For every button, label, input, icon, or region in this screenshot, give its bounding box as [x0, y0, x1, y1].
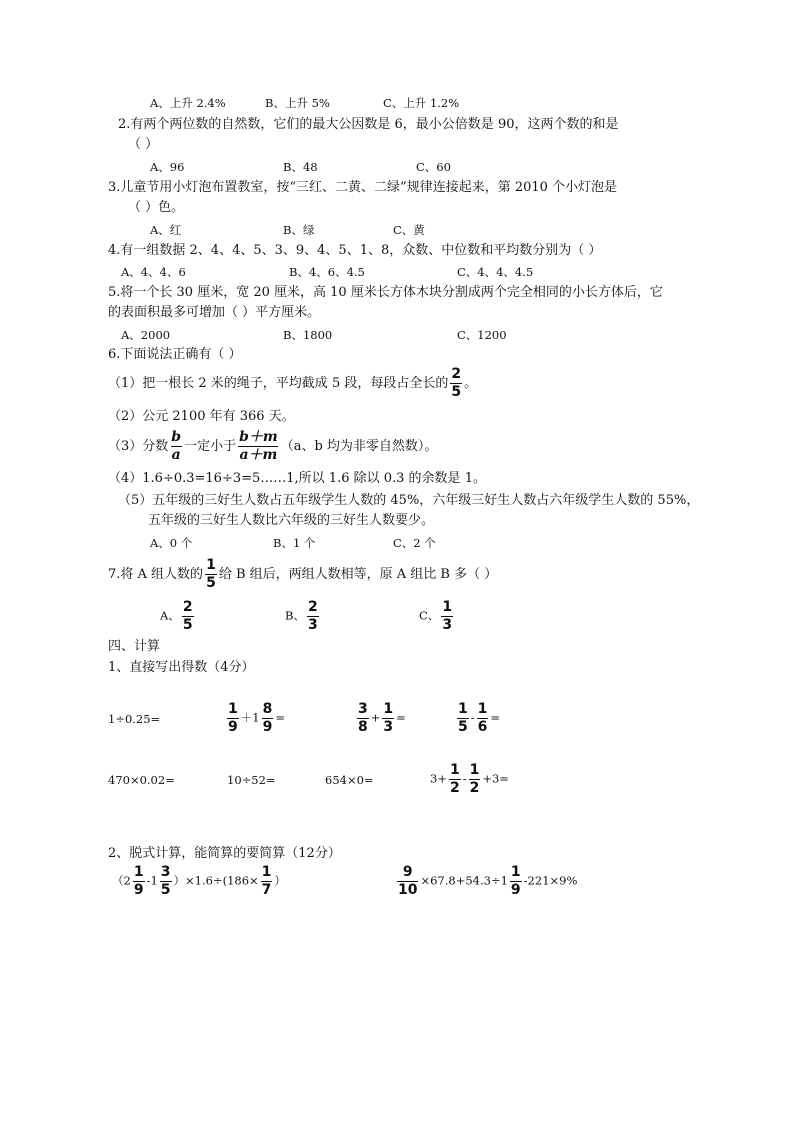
q6-option-b: B、1 个 [273, 536, 316, 550]
fraction-b-over-a: $\frac{b}{a}$ [171, 429, 182, 463]
q5-stem-2: 的表面积最多可增加（ ）平方厘米。 [108, 305, 321, 320]
compound-calc-2: $\frac{9}{10}$ ×67.8+54.3÷1 $\frac{1}{9}$ -221×9% [398, 864, 578, 898]
q4-option-c: C、4、4、4.5 [457, 265, 534, 279]
q3-option-b: B、绿 [283, 223, 315, 237]
fraction: $\frac{2}{5}$ [451, 366, 462, 400]
q3-option-c: C、黄 [393, 223, 425, 237]
calc-4: $\frac{1}{5}$ - $\frac{1}{6}$ = [458, 701, 501, 735]
q3-option-a: A、红 [150, 223, 182, 237]
q6-s1-text: （1）把一根长 2 米的绳子，平均截成 5 段，每段占全长的 [108, 376, 449, 391]
q6-statement-5a: （5）五年级的三好生人数占五年级学生人数的 45%，六年级三好生人数占六年级学生人数的 55%， [118, 493, 700, 508]
q4-option-a: A、4、4、6 [121, 265, 186, 279]
q6-option-a: A、0 个 [150, 536, 193, 550]
q7-option-c: C、 $\frac{1}{3}$ [419, 599, 453, 633]
q7-option-b: B、 $\frac{2}{3}$ [285, 599, 318, 633]
q6-statement-5b: 五年级的三好生人数比六年级的三好生人数要少。 [148, 513, 435, 528]
calc-6: 10÷52= [227, 773, 276, 787]
q6-statement-2: （2）公元 2100 年有 366 天。 [108, 409, 295, 424]
q5-option-c: C、1200 [457, 328, 507, 342]
q1-option-c: C、上升 1.2% [383, 96, 460, 110]
q2-stem: 2.有两个两位数的自然数，它们的最大公因数是 6，最小公倍数是 90，这两个数的和是 [118, 117, 619, 132]
q1-option-a: A、上升 2.4% [150, 96, 226, 110]
fraction: $\frac{1}{5}$ [206, 557, 216, 591]
q2-option-c: C、60 [416, 160, 451, 174]
q2-paren: （ ） [128, 137, 159, 152]
fraction-b-plus-m-over-a-plus-m: $\frac{b+m}{a+m}$ [239, 429, 278, 463]
calc-3: $\frac{3}{8}$ + $\frac{1}{3}$ = [358, 701, 406, 735]
q6-statement-1: （1）把一根长 2 米的绳子，平均截成 5 段，每段占全长的 $\frac{2}{5}$ 。 [108, 366, 478, 400]
calc-8: 3+ $\frac{1}{2}$ - $\frac{1}{2}$ +3= [430, 762, 509, 796]
q6-stem: 6.下面说法正确有（ ） [108, 347, 242, 362]
q5-option-b: B、1800 [283, 328, 333, 342]
q2-option-b: B、48 [283, 160, 318, 174]
calc-2: $\frac{1}{9}$ ＋1 $\frac{8}{9}$ = [228, 701, 285, 735]
q6-statement-3: （3）分数 $\frac{b}{a}$ 一定小于 $\frac{b+m}{a+m}$ （a、b 均为非零自然数）。 [108, 429, 438, 463]
q5-stem: 5.将一个长 30 厘米，宽 20 厘米，高 10 厘米长方体木块分割成两个完全相同的小长方体后，它 [108, 285, 663, 300]
section-title: 四、计算 [108, 639, 161, 654]
q6-statement-4: （4）1.6÷0.3=16÷3=5……1,所以 1.6 除以 0.3 的余数是 1。 [108, 471, 486, 486]
q6-option-c: C、2 个 [393, 536, 436, 550]
q1-option-b: B、上升 5% [265, 96, 330, 110]
q5-option-a: A、2000 [121, 328, 171, 342]
q2-option-a: A、96 [150, 160, 185, 174]
q7-option-a: A、 $\frac{2}{5}$ [160, 599, 193, 633]
compound-calc-1: （2 $\frac{1}{9}$ -1 $\frac{3}{5}$ ）×1.6÷(186× $\frac{1}{7}$ ） [112, 864, 286, 898]
q7-stem: 7.将 A 组人数的 $\frac{1}{5}$ 给 B 组后，两组人数相等，原 A 组比 B 多（ ） [108, 557, 498, 591]
calc-1: 1÷0.25= [108, 712, 161, 726]
part2-title: 2、脱式计算，能简算的要简算（12分） [108, 846, 341, 861]
part1-title: 1、直接写出得数（4分） [108, 660, 255, 675]
q3-paren: （ ）色。 [128, 200, 185, 215]
q3-stem: 3.儿童节用小灯泡布置教室，按“三红、二黄、二绿”规律连接起来，第 2010 个小灯泡是 [108, 180, 618, 195]
calc-7: 654×0= [325, 773, 374, 787]
calc-5: 470×0.02= [108, 773, 175, 787]
q4-option-b: B、4、6、4.5 [289, 265, 365, 279]
q4-stem: 4.有一组数据 2、4、4、5、3、9、4、5、1、8，众数、中位数和平均数分别为（ ） [108, 243, 602, 258]
